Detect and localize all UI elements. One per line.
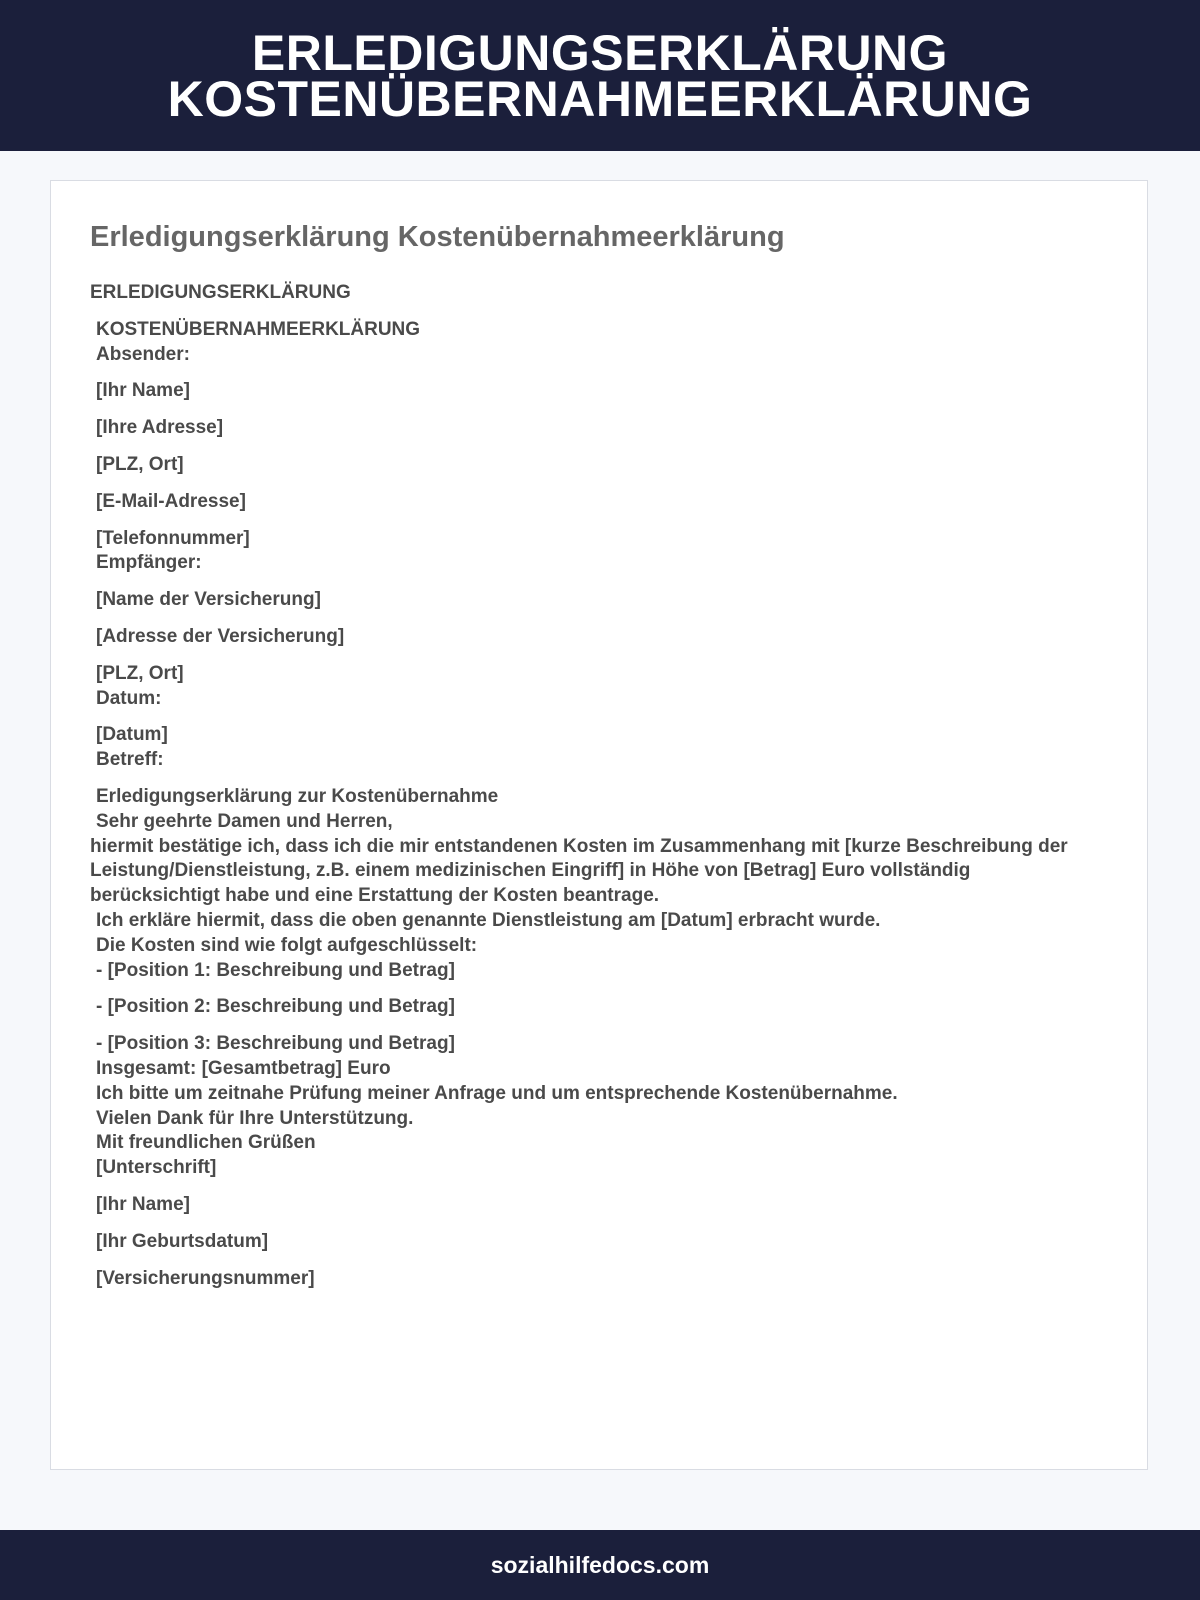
salutation: Sehr geehrte Damen und Herren, <box>96 810 393 832</box>
sender-email: [E-Mail-Adresse] <box>96 490 246 512</box>
recipient-name: [Name der Versicherung] <box>96 589 321 611</box>
recipient-address: [Adresse der Versicherung] <box>96 625 345 647</box>
sender-phone: [Telefonnummer] <box>96 527 250 549</box>
costs-intro: Die Kosten sind wie folgt aufgeschlüsselt: <box>96 934 478 956</box>
main-paragraph: hiermit bestätige ich, dass ich die mir entstandenen Kosten im Zusammenhang mit [kurze Beschreibung der Leistung/Dienstleistung, z.B. einem medizinischen Eingriff] in Höhe von [Betrag] Euro vollständig berücksichtigt habe und eine Erstattung der Kosten beantrage. <box>90 835 1068 907</box>
document-card <box>50 180 1148 1470</box>
cost-position-2: - [Position 2: Beschreibung und Betrag] <box>96 996 455 1018</box>
document-heading: ERLEDIGUNGSERKLÄRUNG <box>90 282 351 303</box>
insurance-number: [Versicherungsnummer] <box>96 1267 315 1289</box>
signer-birthdate: [Ihr Geburtsdatum] <box>96 1230 269 1252</box>
recipient-city: [PLZ, Ort] <box>96 662 184 684</box>
date-statement: Ich erkläre hiermit, dass die oben genannte Dienstleistung am [Datum] erbracht wurde. <box>96 909 881 931</box>
cost-position-3: - [Position 3: Beschreibung und Betrag] <box>96 1033 455 1055</box>
footer-site-name: sozialhilfedocs.com <box>490 1551 710 1578</box>
document-subheading: KOSTENÜBERNAHMEERKLÄRUNG <box>96 318 421 340</box>
sender-address: [Ihre Adresse] <box>96 417 224 439</box>
date-value: [Datum] <box>96 724 168 746</box>
banner-title-line-2: KOSTENÜBERNAHMEERKLÄRUNG <box>167 70 1033 127</box>
banner-title-line-1: ERLEDIGUNGSERKLÄRUNG <box>251 24 949 81</box>
signer-name: [Ihr Name] <box>96 1193 190 1215</box>
subject-label: Betreff: <box>96 749 164 771</box>
document-body <box>90 281 1100 1291</box>
cost-total: Insgesamt: [Gesamtbetrag] Euro <box>96 1057 391 1079</box>
closing: Mit freundlichen Grüßen <box>96 1132 316 1154</box>
sender-name: [Ihr Name] <box>96 380 190 402</box>
recipient-label: Empfänger: <box>96 552 202 574</box>
subject-value: Erledigungserklärung zur Kostenübernahme <box>96 785 499 807</box>
cost-position-1: - [Position 1: Beschreibung und Betrag] <box>96 959 455 981</box>
footer-bar <box>0 1530 1200 1600</box>
sender-city: [PLZ, Ort] <box>96 453 184 475</box>
sender-label: Absender: <box>96 343 190 365</box>
header-banner <box>0 0 1200 151</box>
signature-placeholder: [Unterschrift] <box>96 1157 217 1179</box>
thanks-statement: Vielen Dank für Ihre Unterstützung. <box>96 1107 414 1129</box>
date-label: Datum: <box>96 687 162 709</box>
document-title: Erledigungserklärung Kostenübernahmeerklärung <box>90 221 785 253</box>
request-statement: Ich bitte um zeitnahe Prüfung meiner Anfrage und um entsprechende Kostenübernahme. <box>96 1082 898 1104</box>
